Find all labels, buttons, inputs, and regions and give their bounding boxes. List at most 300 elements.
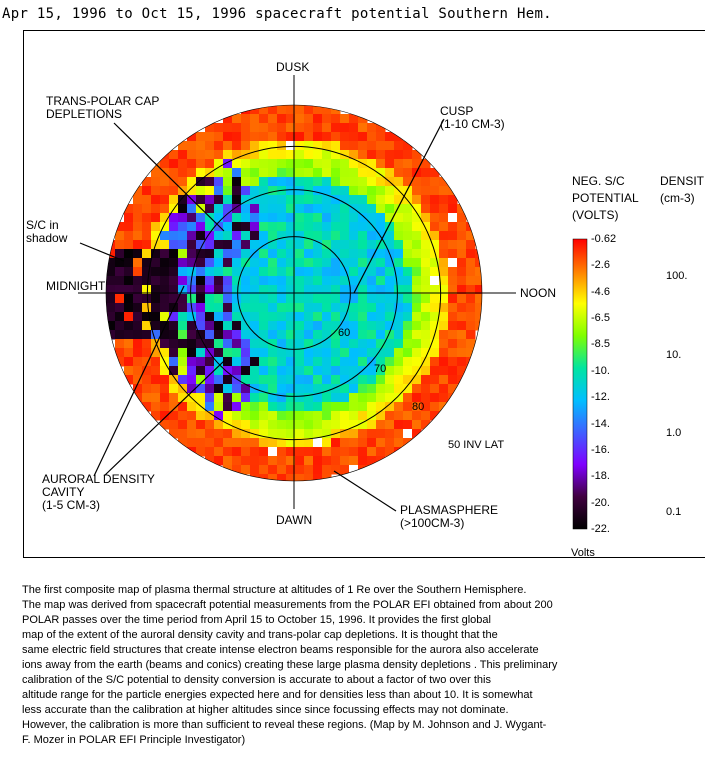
heatmap-cell bbox=[349, 384, 359, 394]
heatmap-cell bbox=[304, 258, 314, 268]
heatmap-cell bbox=[250, 303, 260, 313]
heatmap-cell bbox=[295, 168, 305, 178]
heatmap-cell bbox=[250, 438, 260, 448]
heatmap-cell bbox=[340, 168, 350, 178]
heatmap-cell bbox=[196, 150, 206, 160]
heatmap-cell bbox=[250, 339, 260, 349]
heatmap-cell bbox=[214, 357, 224, 367]
heatmap-cell bbox=[376, 393, 386, 403]
heatmap-cell bbox=[205, 249, 215, 259]
heatmap-cell bbox=[205, 429, 215, 439]
heatmap-cell bbox=[331, 249, 341, 259]
heatmap-cell bbox=[268, 348, 278, 358]
heatmap-cell bbox=[178, 438, 188, 448]
heatmap-cell bbox=[358, 357, 368, 367]
heatmap-cell bbox=[322, 168, 332, 178]
heatmap-cell bbox=[448, 240, 458, 250]
heatmap-cell bbox=[412, 330, 422, 340]
heatmap-cell bbox=[178, 159, 188, 169]
heatmap-cell bbox=[367, 276, 377, 286]
heatmap-cell bbox=[268, 222, 278, 232]
heatmap-cell bbox=[268, 123, 278, 133]
heatmap-cell bbox=[322, 204, 332, 214]
heatmap-cell bbox=[250, 114, 260, 124]
heatmap-cell bbox=[232, 393, 242, 403]
heatmap-cell bbox=[403, 222, 413, 232]
heatmap-cell bbox=[187, 348, 197, 358]
heatmap-cell bbox=[394, 222, 404, 232]
heatmap-cell bbox=[304, 249, 314, 259]
heatmap-cell bbox=[376, 303, 386, 313]
heatmap-cell bbox=[160, 339, 170, 349]
heatmap-cell bbox=[358, 258, 368, 268]
heatmap-cell bbox=[223, 429, 233, 439]
heatmap-cell bbox=[151, 267, 161, 277]
heatmap-cell bbox=[241, 339, 251, 349]
heatmap-cell bbox=[304, 213, 314, 223]
heatmap-cell bbox=[358, 438, 368, 448]
heatmap-cell bbox=[349, 330, 359, 340]
heatmap-cell bbox=[214, 402, 224, 412]
heatmap-cell bbox=[304, 348, 314, 358]
heatmap-cell bbox=[331, 213, 341, 223]
heatmap-cell bbox=[142, 204, 152, 214]
heatmap-cell bbox=[304, 168, 314, 178]
heatmap-cell bbox=[304, 447, 314, 457]
heatmap-cell bbox=[178, 168, 188, 178]
heatmap-cell bbox=[205, 276, 215, 286]
heatmap-cell bbox=[331, 222, 341, 232]
heatmap-cell bbox=[169, 231, 179, 241]
heatmap-cell bbox=[160, 258, 170, 268]
heatmap-cell bbox=[304, 114, 314, 124]
density-tick-label: 10. bbox=[666, 348, 682, 361]
heatmap-cell bbox=[223, 402, 233, 412]
heatmap-cell bbox=[142, 303, 152, 313]
heatmap-cell bbox=[223, 312, 233, 322]
heatmap-cell bbox=[232, 402, 242, 412]
heatmap-cell bbox=[151, 366, 161, 376]
heatmap-cell bbox=[133, 330, 143, 340]
heatmap-cell bbox=[196, 447, 206, 457]
heatmap-cell bbox=[250, 186, 260, 196]
heatmap-cell bbox=[313, 159, 323, 169]
heatmap-cell bbox=[241, 402, 251, 412]
heatmap-cell bbox=[304, 222, 314, 232]
heatmap-cell bbox=[187, 402, 197, 412]
heatmap-cell bbox=[241, 456, 251, 466]
heatmap-cell bbox=[187, 213, 197, 223]
heatmap-cell bbox=[232, 213, 242, 223]
heatmap-cell bbox=[367, 249, 377, 259]
heatmap-cell bbox=[403, 168, 413, 178]
heatmap-cell bbox=[205, 204, 215, 214]
heatmap-cell bbox=[124, 267, 134, 277]
heatmap-cell bbox=[259, 105, 269, 115]
heatmap-cell bbox=[250, 267, 260, 277]
heatmap-cell bbox=[349, 447, 359, 457]
heatmap-cell bbox=[169, 429, 179, 439]
heatmap-cell bbox=[250, 123, 260, 133]
heatmap-cell bbox=[367, 141, 377, 151]
heatmap-cell bbox=[133, 348, 143, 358]
ring-label-60: 60 bbox=[338, 327, 351, 339]
heatmap-cell bbox=[349, 276, 359, 286]
heatmap-cell bbox=[196, 186, 206, 196]
heatmap-cell bbox=[349, 339, 359, 349]
heatmap-cell bbox=[277, 357, 287, 367]
heatmap-cell bbox=[268, 438, 278, 448]
heatmap-cell bbox=[421, 294, 431, 304]
heatmap-cell bbox=[349, 114, 359, 124]
heatmap-cell bbox=[268, 465, 278, 475]
heatmap-cell bbox=[304, 267, 314, 277]
heatmap-cell bbox=[376, 330, 386, 340]
heatmap-cell bbox=[160, 195, 170, 205]
heatmap-cell bbox=[214, 267, 224, 277]
heatmap-cell bbox=[412, 240, 422, 250]
heatmap-cell bbox=[241, 276, 251, 286]
heatmap-cell bbox=[448, 375, 458, 385]
heatmap-cell bbox=[169, 366, 179, 376]
heatmap-cell bbox=[385, 276, 395, 286]
heatmap-cell bbox=[259, 375, 269, 385]
heatmap-cell bbox=[385, 366, 395, 376]
heatmap-cell bbox=[448, 276, 458, 286]
heatmap-cell bbox=[313, 465, 323, 475]
heatmap-cell bbox=[421, 303, 431, 313]
heatmap-cell bbox=[115, 222, 125, 232]
heatmap-cell bbox=[358, 168, 368, 178]
heatmap-cell bbox=[421, 339, 431, 349]
heatmap-cell bbox=[304, 429, 314, 439]
heatmap-cell bbox=[268, 357, 278, 367]
heatmap-cell bbox=[439, 186, 449, 196]
heatmap-cell bbox=[223, 339, 233, 349]
colorbar-unit: Volts bbox=[571, 547, 595, 559]
heatmap-cell bbox=[367, 177, 377, 187]
heatmap-cell bbox=[475, 303, 485, 313]
heatmap-cell bbox=[241, 420, 251, 430]
heatmap-cell bbox=[124, 213, 134, 223]
heatmap-cell bbox=[358, 312, 368, 322]
heatmap-cell bbox=[223, 222, 233, 232]
heatmap-cell bbox=[277, 429, 287, 439]
heatmap-cell bbox=[259, 456, 269, 466]
heatmap-cell bbox=[403, 267, 413, 277]
heatmap-cell bbox=[214, 195, 224, 205]
heatmap-cell bbox=[259, 123, 269, 133]
heatmap-cell bbox=[421, 384, 431, 394]
heatmap-cell bbox=[412, 222, 422, 232]
heatmap-cell bbox=[241, 249, 251, 259]
heatmap-cell bbox=[385, 195, 395, 205]
heatmap-cell bbox=[466, 222, 476, 232]
heatmap-cell bbox=[340, 231, 350, 241]
heatmap-cell bbox=[142, 195, 152, 205]
heatmap-cell bbox=[322, 447, 332, 457]
heatmap-cell bbox=[412, 429, 422, 439]
heatmap-cell bbox=[313, 312, 323, 322]
heatmap-cell bbox=[439, 330, 449, 340]
heatmap-cell bbox=[196, 303, 206, 313]
heatmap-cell bbox=[385, 168, 395, 178]
heatmap-cell bbox=[304, 312, 314, 322]
heatmap-cell bbox=[394, 150, 404, 160]
heatmap-cell bbox=[241, 465, 251, 475]
colorbar-tick-label: -0.62 bbox=[591, 233, 617, 245]
heatmap-cell bbox=[151, 258, 161, 268]
heatmap-cell bbox=[223, 150, 233, 160]
heatmap-cell bbox=[250, 312, 260, 322]
heatmap-cell bbox=[232, 447, 242, 457]
heatmap-cell bbox=[313, 438, 323, 448]
heatmap-cell bbox=[358, 132, 368, 142]
heatmap-cell bbox=[214, 321, 224, 331]
heatmap-cell bbox=[187, 366, 197, 376]
heatmap-cell bbox=[106, 276, 116, 286]
heatmap-cell bbox=[448, 330, 458, 340]
heatmap-cell bbox=[241, 123, 251, 133]
density-tick-label: 1.0 bbox=[666, 427, 682, 440]
colorbar-tick-label: -10. bbox=[591, 364, 610, 377]
heatmap-cell bbox=[394, 339, 404, 349]
heatmap-cell bbox=[151, 186, 161, 196]
heatmap-cell bbox=[277, 168, 287, 178]
heatmap-cell bbox=[178, 195, 188, 205]
heatmap-cell bbox=[205, 159, 215, 169]
heatmap-cell bbox=[295, 159, 305, 169]
heatmap-cell bbox=[223, 231, 233, 241]
heatmap-cell bbox=[457, 348, 467, 358]
heatmap-cell bbox=[457, 330, 467, 340]
heatmap-cell bbox=[151, 195, 161, 205]
heatmap-cell bbox=[295, 456, 305, 466]
heatmap-cell bbox=[385, 384, 395, 394]
dusk-label: DUSK bbox=[276, 60, 310, 74]
heatmap-cell bbox=[178, 267, 188, 277]
heatmap-cell bbox=[385, 375, 395, 385]
heatmap-cell bbox=[205, 177, 215, 187]
heatmap-cell bbox=[232, 123, 242, 133]
heatmap-cell bbox=[232, 240, 242, 250]
heatmap-cell bbox=[376, 402, 386, 412]
heatmap-cell bbox=[313, 411, 323, 421]
heatmap-cell bbox=[421, 168, 431, 178]
heatmap-cell bbox=[259, 231, 269, 241]
heatmap-cell bbox=[457, 339, 467, 349]
heatmap-cell bbox=[250, 222, 260, 232]
heatmap-cell bbox=[385, 150, 395, 160]
heatmap-cell bbox=[421, 186, 431, 196]
heatmap-cell bbox=[214, 276, 224, 286]
heatmap-cell bbox=[196, 267, 206, 277]
heatmap-cell bbox=[376, 312, 386, 322]
heatmap-cell bbox=[187, 159, 197, 169]
heatmap-cell bbox=[448, 231, 458, 241]
heatmap-cell bbox=[169, 330, 179, 340]
heatmap-cell bbox=[376, 411, 386, 421]
heatmap-cell bbox=[160, 402, 170, 412]
heatmap-cell bbox=[178, 240, 188, 250]
heatmap-cell bbox=[151, 213, 161, 223]
heatmap-cell bbox=[178, 348, 188, 358]
heatmap-cell bbox=[412, 294, 422, 304]
heatmap-cell bbox=[187, 231, 197, 241]
heatmap-cell bbox=[340, 456, 350, 466]
heatmap-cell bbox=[403, 348, 413, 358]
heatmap-cell bbox=[214, 429, 224, 439]
heatmap-cell bbox=[367, 321, 377, 331]
heatmap-cell bbox=[223, 321, 233, 331]
colorbar-tick-label: -6.5 bbox=[591, 312, 610, 325]
heatmap-cell bbox=[196, 258, 206, 268]
heatmap-cell bbox=[268, 132, 278, 142]
heatmap-cell bbox=[439, 240, 449, 250]
heatmap-cell bbox=[277, 321, 287, 331]
heatmap-cell bbox=[133, 366, 143, 376]
heatmap-cell bbox=[430, 177, 440, 187]
heatmap-cell bbox=[421, 276, 431, 286]
heatmap-cell bbox=[430, 411, 440, 421]
heatmap-cell bbox=[304, 303, 314, 313]
heatmap-cell bbox=[412, 384, 422, 394]
heatmap-cell bbox=[232, 456, 242, 466]
heatmap-cell bbox=[367, 438, 377, 448]
heatmap-cell bbox=[259, 177, 269, 187]
heatmap-cell bbox=[250, 402, 260, 412]
heatmap-cell bbox=[268, 150, 278, 160]
heatmap-cell bbox=[259, 114, 269, 124]
heatmap-cell bbox=[142, 177, 152, 187]
heatmap-cell bbox=[331, 339, 341, 349]
heatmap-cell bbox=[367, 168, 377, 178]
heatmap-cell bbox=[448, 357, 458, 367]
heatmap-cell bbox=[250, 411, 260, 421]
heatmap-cell bbox=[205, 321, 215, 331]
heatmap-cell bbox=[250, 204, 260, 214]
heatmap-cell bbox=[385, 240, 395, 250]
heatmap-cell bbox=[268, 384, 278, 394]
heatmap-cell bbox=[241, 231, 251, 241]
heatmap-cell bbox=[430, 348, 440, 358]
heatmap-cell bbox=[133, 294, 143, 304]
heatmap-cell bbox=[295, 294, 305, 304]
heatmap-cell bbox=[277, 393, 287, 403]
heatmap-cell bbox=[178, 321, 188, 331]
heatmap-cell bbox=[304, 411, 314, 421]
heatmap-cell bbox=[133, 204, 143, 214]
heatmap-cell bbox=[277, 195, 287, 205]
heatmap-cell bbox=[205, 186, 215, 196]
heatmap-cell bbox=[331, 456, 341, 466]
heatmap-cell bbox=[187, 240, 197, 250]
heatmap-cell bbox=[304, 384, 314, 394]
heatmap-cell bbox=[349, 231, 359, 241]
heatmap-cell bbox=[376, 258, 386, 268]
heatmap-cell bbox=[124, 339, 134, 349]
heatmap-cell bbox=[241, 384, 251, 394]
colorbar-title-volts: NEG. S/C POTENTIAL (VOLTS) bbox=[572, 174, 639, 222]
heatmap-cell bbox=[376, 420, 386, 430]
heatmap-cell bbox=[448, 294, 458, 304]
heatmap-cell bbox=[313, 204, 323, 214]
heatmap-cell bbox=[151, 303, 161, 313]
heatmap-cell bbox=[205, 150, 215, 160]
heatmap-cell bbox=[133, 357, 143, 367]
heatmap-cell bbox=[439, 339, 449, 349]
heatmap-cell bbox=[106, 303, 116, 313]
heatmap-cell bbox=[277, 204, 287, 214]
heatmap-cell bbox=[205, 222, 215, 232]
heatmap-cell bbox=[277, 114, 287, 124]
heatmap-cell bbox=[349, 348, 359, 358]
heatmap-cell bbox=[367, 132, 377, 142]
heatmap-cell bbox=[340, 249, 350, 259]
heatmap-cell bbox=[277, 249, 287, 259]
heatmap-cell bbox=[358, 195, 368, 205]
heatmap-cell bbox=[322, 465, 332, 475]
heatmap-cell bbox=[421, 321, 431, 331]
heatmap-cell bbox=[322, 105, 332, 115]
heatmap-cell bbox=[322, 375, 332, 385]
heatmap-cell bbox=[322, 420, 332, 430]
heatmap-cell bbox=[412, 267, 422, 277]
heatmap-cell bbox=[151, 411, 161, 421]
heatmap-cell bbox=[457, 249, 467, 259]
heatmap-cell bbox=[223, 204, 233, 214]
heatmap-cell bbox=[277, 123, 287, 133]
heatmap-cell bbox=[439, 195, 449, 205]
heatmap-cell bbox=[223, 141, 233, 151]
heatmap-cell bbox=[241, 303, 251, 313]
heatmap-cell bbox=[250, 177, 260, 187]
heatmap-cell bbox=[358, 249, 368, 259]
heatmap-cell bbox=[250, 321, 260, 331]
heatmap-cell bbox=[133, 240, 143, 250]
heatmap-cell bbox=[169, 240, 179, 250]
heatmap-cell bbox=[295, 105, 305, 115]
heatmap-cell bbox=[214, 330, 224, 340]
heatmap-cell bbox=[340, 177, 350, 187]
heatmap-cell bbox=[196, 168, 206, 178]
heatmap-cell bbox=[448, 348, 458, 358]
heatmap-cell bbox=[124, 231, 134, 241]
heatmap-cell bbox=[304, 276, 314, 286]
heatmap-cell bbox=[277, 177, 287, 187]
heatmap-cell bbox=[115, 348, 125, 358]
heatmap-cell bbox=[376, 195, 386, 205]
heatmap-cell bbox=[277, 258, 287, 268]
heatmap-cell bbox=[178, 357, 188, 367]
heatmap-cell bbox=[223, 348, 233, 358]
heatmap-cell bbox=[169, 420, 179, 430]
heatmap-cell bbox=[412, 348, 422, 358]
heatmap-cell bbox=[349, 168, 359, 178]
heatmap-cell bbox=[331, 366, 341, 376]
heatmap-cell bbox=[349, 186, 359, 196]
heatmap-cell bbox=[322, 303, 332, 313]
heatmap-cell bbox=[295, 465, 305, 475]
heatmap-cell bbox=[223, 330, 233, 340]
heatmap-cell bbox=[304, 366, 314, 376]
heatmap-cell bbox=[340, 240, 350, 250]
heatmap-cell bbox=[466, 249, 476, 259]
heatmap-cell bbox=[268, 195, 278, 205]
heatmap-cell bbox=[259, 366, 269, 376]
heatmap-cell bbox=[322, 312, 332, 322]
heatmap-cell bbox=[304, 123, 314, 133]
